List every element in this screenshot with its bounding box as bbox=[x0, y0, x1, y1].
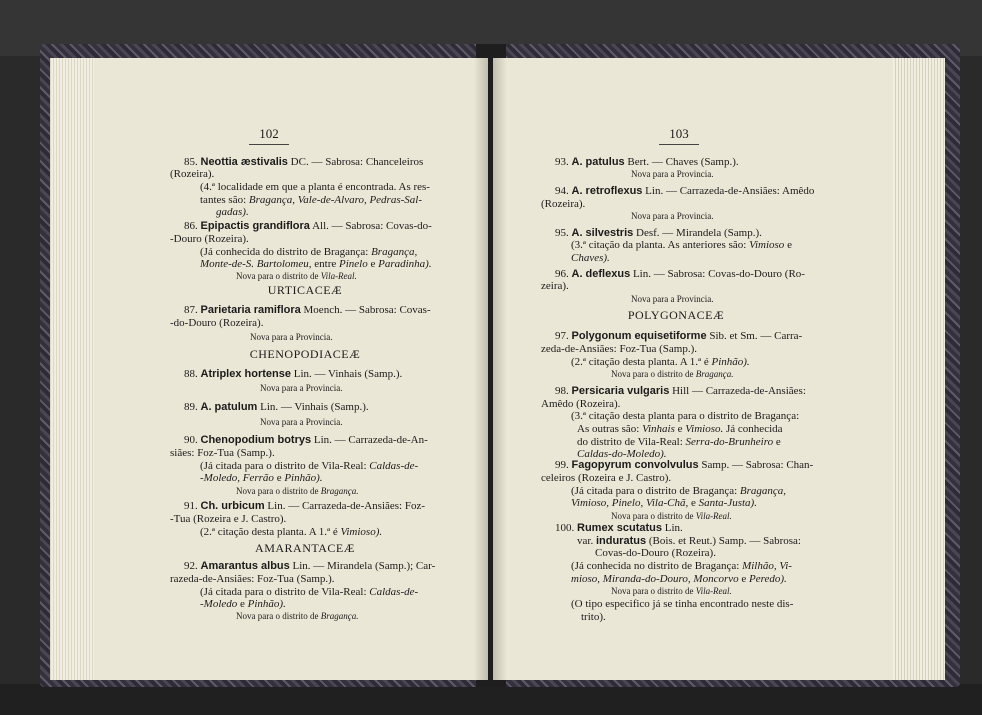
entry-heading-line bbox=[184, 500, 425, 513]
text-run: Nova para o distrito de bbox=[611, 586, 696, 596]
species-name: Neottia æstivalis bbox=[200, 156, 288, 168]
text-run: entre bbox=[311, 258, 339, 270]
species-name: Persicaria vulgaris bbox=[571, 385, 670, 397]
text-run: zeira). bbox=[541, 280, 569, 292]
text-run: -Tua (Rozeira e J. Castro). bbox=[170, 513, 287, 525]
text-run: Hill — Carrazeda-de-Ansiães: bbox=[669, 385, 806, 397]
text-run: Já conhecida bbox=[723, 423, 783, 435]
text-run: 88. bbox=[184, 368, 201, 380]
text-run: Lin. — Vinhais (Samp.). bbox=[290, 368, 403, 380]
species-name: Ch. urbicum bbox=[200, 500, 265, 512]
text-run: (2.ª citação desta planta. A 1.ª é bbox=[571, 356, 712, 368]
text-run: 87. bbox=[184, 304, 201, 316]
text-run: (4.ª localidade em que a planta é encontrada. As res- bbox=[200, 181, 430, 193]
species-name: Polygonum equisetiforme bbox=[571, 330, 707, 342]
entry-line bbox=[170, 168, 214, 181]
text-run: Sib. et Sm. — Carra- bbox=[706, 330, 803, 342]
text-run: -do-Douro (Rozeira). bbox=[170, 317, 264, 329]
text-run: 86. bbox=[184, 220, 201, 232]
text-run: (Já citada para o distrito de Bragança: bbox=[571, 485, 740, 497]
text-run: 96. bbox=[555, 268, 572, 280]
text-run: e bbox=[674, 423, 686, 435]
species-name: Rumex scutatus bbox=[577, 522, 662, 534]
text-run: Desf. — Mirandela (Samp.). bbox=[633, 227, 762, 239]
locality-name: Chaves). bbox=[571, 252, 610, 264]
text-run: (Rozeira). bbox=[170, 168, 215, 180]
text-run: 98. bbox=[555, 385, 572, 397]
entry-heading-line bbox=[184, 220, 432, 233]
text-run: Lin. — Mirandela (Samp.); Car- bbox=[289, 560, 436, 572]
family-heading: CHENOPODIACEÆ bbox=[249, 347, 361, 361]
entry-line bbox=[571, 560, 792, 573]
text-run: e bbox=[738, 573, 750, 585]
text-run: siães: Foz-Tua (Samp.). bbox=[170, 447, 275, 459]
species-name: A. patulus bbox=[571, 156, 625, 168]
locality-name: Bragança, bbox=[739, 485, 787, 497]
text-run: (Já citada para o distrito de Vila-Real: bbox=[200, 586, 370, 598]
left-gutter-shadow bbox=[474, 58, 488, 680]
text-run: e bbox=[784, 239, 792, 251]
locality-name: Bragança. bbox=[695, 369, 734, 379]
text-run: Nova para o distrito de bbox=[236, 611, 321, 621]
text-run: DC. — Sabrosa: Chanceleiros bbox=[287, 156, 424, 168]
locality-name: Pinhão). bbox=[284, 472, 323, 484]
novelty-note bbox=[631, 168, 713, 181]
right-page-number: 103 bbox=[453, 126, 905, 145]
entry-line bbox=[571, 598, 793, 611]
text-run: Bert. — Chaves (Samp.). bbox=[624, 156, 739, 168]
text-run: 85. bbox=[184, 156, 201, 168]
locality-name: mioso, Miranda-do-Douro, Moncorvo bbox=[571, 573, 739, 585]
text-run: (Já conhecida do distrito de Bragança: bbox=[200, 246, 372, 258]
text-run: e bbox=[273, 472, 285, 484]
text-run: (Bois. et Reut.) Samp. — Sabrosa: bbox=[646, 535, 801, 547]
locality-name: Pinelo bbox=[338, 258, 368, 270]
text-run: (3.ª citação desta planta para o distrito de Bragança: bbox=[571, 410, 800, 422]
entry-line bbox=[541, 198, 585, 211]
text-run: 94. bbox=[555, 185, 572, 197]
text-run: Moench. — Sabrosa: Covas- bbox=[300, 304, 431, 316]
text-run: tantes são: bbox=[200, 194, 249, 206]
species-name: A. deflexus bbox=[571, 268, 631, 280]
entry-heading-line bbox=[184, 434, 428, 447]
locality-name: Vimioso bbox=[749, 239, 785, 251]
novelty-note bbox=[250, 331, 332, 344]
entry-heading-line bbox=[555, 385, 806, 398]
text-run: celeiros (Rozeira e J. Castro). bbox=[541, 472, 672, 484]
novelty-note bbox=[260, 382, 342, 395]
text-run: e bbox=[688, 497, 699, 509]
locality-name: Peredo). bbox=[749, 573, 787, 585]
text-run: 97. bbox=[555, 330, 572, 342]
family-heading: POLYGONACEÆ bbox=[627, 308, 725, 322]
locality-name: Bragança. bbox=[320, 611, 359, 621]
entry-heading-line bbox=[555, 185, 814, 198]
entry-line bbox=[200, 181, 430, 194]
entry-line bbox=[577, 423, 783, 436]
text-run: Lin. — Vinhais (Samp.). bbox=[257, 401, 369, 413]
entry-line bbox=[571, 497, 757, 510]
species-name: induratus bbox=[595, 535, 647, 547]
entry-line bbox=[595, 547, 716, 560]
text-run: (O tipo especifico já se tinha encontrado neste dis- bbox=[571, 598, 794, 610]
text-run: trito). bbox=[581, 611, 606, 623]
locality-name: Vila-Real. bbox=[695, 586, 732, 596]
text-run: Nova para a Provincia. bbox=[260, 417, 343, 427]
text-run: razeda-de-Ansiães: Foz-Tua (Samp.). bbox=[170, 573, 335, 585]
entry-line bbox=[170, 317, 263, 330]
text-run: Nova para o distrito de bbox=[611, 511, 696, 521]
text-run: Lin. — Carrazeda-de-Ansiães: Foz- bbox=[264, 500, 426, 512]
entry-line bbox=[216, 206, 249, 219]
family-heading: URTICACEÆ bbox=[267, 283, 343, 297]
locality-name: Vinhais bbox=[642, 423, 675, 435]
locality-name: Caldas-do-Moledo). bbox=[577, 448, 667, 460]
locality-name: Vimioso. bbox=[685, 423, 724, 435]
text-run: 99. bbox=[555, 459, 572, 471]
entry-line bbox=[571, 239, 792, 252]
locality-name: Caldas-de- bbox=[369, 586, 419, 598]
novelty-note bbox=[260, 416, 342, 429]
text-run: (Já citada para o distrito de Vila-Real: bbox=[200, 460, 370, 472]
text-run: 93. bbox=[555, 156, 572, 168]
right-gutter-shadow bbox=[493, 58, 507, 680]
text-run: -Douro (Rozeira). bbox=[170, 233, 249, 245]
species-name: A. patulum bbox=[200, 401, 258, 413]
locality-name: Pinhão). bbox=[247, 598, 286, 610]
locality-name: gadas). bbox=[216, 206, 249, 218]
left-page bbox=[50, 58, 488, 680]
text-run: Samp. — Sabrosa: Chan- bbox=[698, 459, 814, 471]
entry-heading-line bbox=[184, 401, 369, 414]
locality-name: Caldas-de- bbox=[369, 460, 419, 472]
text-run: (Rozeira). bbox=[541, 198, 586, 210]
left-page-number: 102 bbox=[50, 126, 488, 145]
entry-line bbox=[541, 472, 671, 485]
text-run: Covas-do-Douro (Rozeira). bbox=[595, 547, 716, 559]
text-run: e bbox=[367, 258, 379, 270]
text-run: Lin. — Carrazeda-de-An- bbox=[311, 434, 428, 446]
locality-name: Vimioso, Pinelo, Vila-Chã, bbox=[571, 497, 689, 509]
entry-line bbox=[170, 573, 335, 586]
locality-name: Bragança, bbox=[371, 246, 418, 258]
novelty-note bbox=[631, 293, 713, 306]
text-run: zeda-de-Ansiães: Foz-Tua (Samp.). bbox=[541, 343, 697, 355]
text-run: Lin. bbox=[661, 522, 683, 534]
novelty-note bbox=[631, 210, 713, 223]
text-run: Nova para o distrito de bbox=[236, 271, 321, 281]
locality-name: Bragança. bbox=[320, 486, 359, 496]
text-run: Nova para o distrito de bbox=[236, 486, 321, 496]
entry-line bbox=[170, 233, 249, 246]
text-run: (2.ª citação desta planta. A 1.ª é bbox=[200, 526, 341, 538]
locality-name: -Moledo, Ferrão bbox=[200, 472, 274, 484]
novelty-note bbox=[236, 270, 357, 283]
text-run: Lin. — Carrazeda-de-Ansiães: Amêdo bbox=[642, 185, 815, 197]
locality-name: Paradinha). bbox=[378, 258, 432, 270]
entry-line bbox=[170, 447, 275, 460]
entry-heading-line bbox=[184, 304, 431, 317]
entry-line bbox=[571, 410, 799, 423]
text-run: 92. bbox=[184, 560, 201, 572]
locality-name: Santa-Justa). bbox=[698, 497, 757, 509]
species-name: Parietaria ramiflora bbox=[200, 304, 301, 316]
locality-name: Vimioso). bbox=[340, 526, 383, 538]
right-page-edges bbox=[893, 58, 945, 680]
species-name: A. silvestris bbox=[571, 227, 634, 239]
species-name: A. retroflexus bbox=[571, 185, 643, 197]
locality-name: Vila-Real. bbox=[695, 511, 732, 521]
text-run: 90. bbox=[184, 434, 201, 446]
entry-heading-line bbox=[555, 459, 813, 472]
novelty-note bbox=[611, 368, 733, 381]
text-run: 100. bbox=[555, 522, 577, 534]
text-run: All. — Sabrosa: Covas-do- bbox=[309, 220, 432, 232]
text-run: Nova para a Provincia. bbox=[260, 383, 343, 393]
entry-line bbox=[541, 280, 569, 293]
text-run: 89. bbox=[184, 401, 201, 413]
locality-name: Bragança, Vale-de-Alvaro, Pedras-Sal- bbox=[248, 194, 422, 206]
entry-heading-line bbox=[184, 156, 423, 169]
novelty-note bbox=[611, 585, 732, 598]
text-run: var. bbox=[577, 535, 596, 547]
species-name: Atriplex hortense bbox=[200, 368, 291, 380]
text-run: (3.ª citação da planta. As anteriores são: bbox=[571, 239, 750, 251]
locality-name: Vila-Real. bbox=[320, 271, 357, 281]
text-run: As outras são: bbox=[577, 423, 643, 435]
text-run: Nova para a Provincia. bbox=[250, 332, 333, 342]
text-run: Nova para a Provincia. bbox=[631, 211, 714, 221]
left-page-edges bbox=[50, 58, 94, 680]
species-name: Fagopyrum convolvulus bbox=[571, 459, 699, 471]
family-heading: AMARANTACEÆ bbox=[255, 541, 355, 555]
background-bottom bbox=[0, 684, 982, 715]
text-run: (Já conhecida no distrito de Bragança: bbox=[571, 560, 743, 572]
species-name: Epipactis grandiflora bbox=[200, 220, 310, 232]
locality-name: Serra-do-Brunheiro bbox=[685, 436, 774, 448]
entry-line bbox=[581, 611, 606, 624]
locality-name: Monte-de-S. Bartolomeu, bbox=[200, 258, 312, 270]
entry-line bbox=[170, 513, 286, 526]
right-page bbox=[493, 58, 945, 680]
entry-heading-line bbox=[555, 268, 805, 281]
entry-heading-line bbox=[555, 330, 802, 343]
entry-heading-line bbox=[184, 368, 402, 381]
entry-heading-line bbox=[555, 522, 683, 535]
text-run: Nova para o distrito de bbox=[611, 369, 696, 379]
text-run: Nova para a Provincia. bbox=[631, 294, 714, 304]
text-run: e bbox=[773, 436, 781, 448]
text-run: Nova para a Provincia. bbox=[631, 169, 714, 179]
novelty-note bbox=[236, 610, 358, 623]
entry-line bbox=[200, 472, 323, 485]
locality-name: Pinhão). bbox=[711, 356, 750, 368]
species-name: Chenopodium botrys bbox=[200, 434, 312, 446]
locality-name: -Moledo bbox=[200, 598, 238, 610]
locality-name: Milhão, Vi- bbox=[742, 560, 792, 572]
text-run: Amêdo (Rozeira). bbox=[541, 398, 621, 410]
text-run: 95. bbox=[555, 227, 572, 239]
text-run: e bbox=[237, 598, 248, 610]
entry-line bbox=[571, 252, 610, 265]
species-name: Amarantus albus bbox=[200, 560, 290, 572]
novelty-note bbox=[236, 485, 358, 498]
text-run: 91. bbox=[184, 500, 201, 512]
entry-line bbox=[541, 343, 697, 356]
text-run: Lin. — Sabrosa: Covas-do-Douro (Ro- bbox=[630, 268, 805, 280]
entry-line bbox=[200, 526, 382, 539]
text-run: do distrito de Vila-Real: bbox=[577, 436, 686, 448]
entry-heading-line bbox=[184, 560, 435, 573]
